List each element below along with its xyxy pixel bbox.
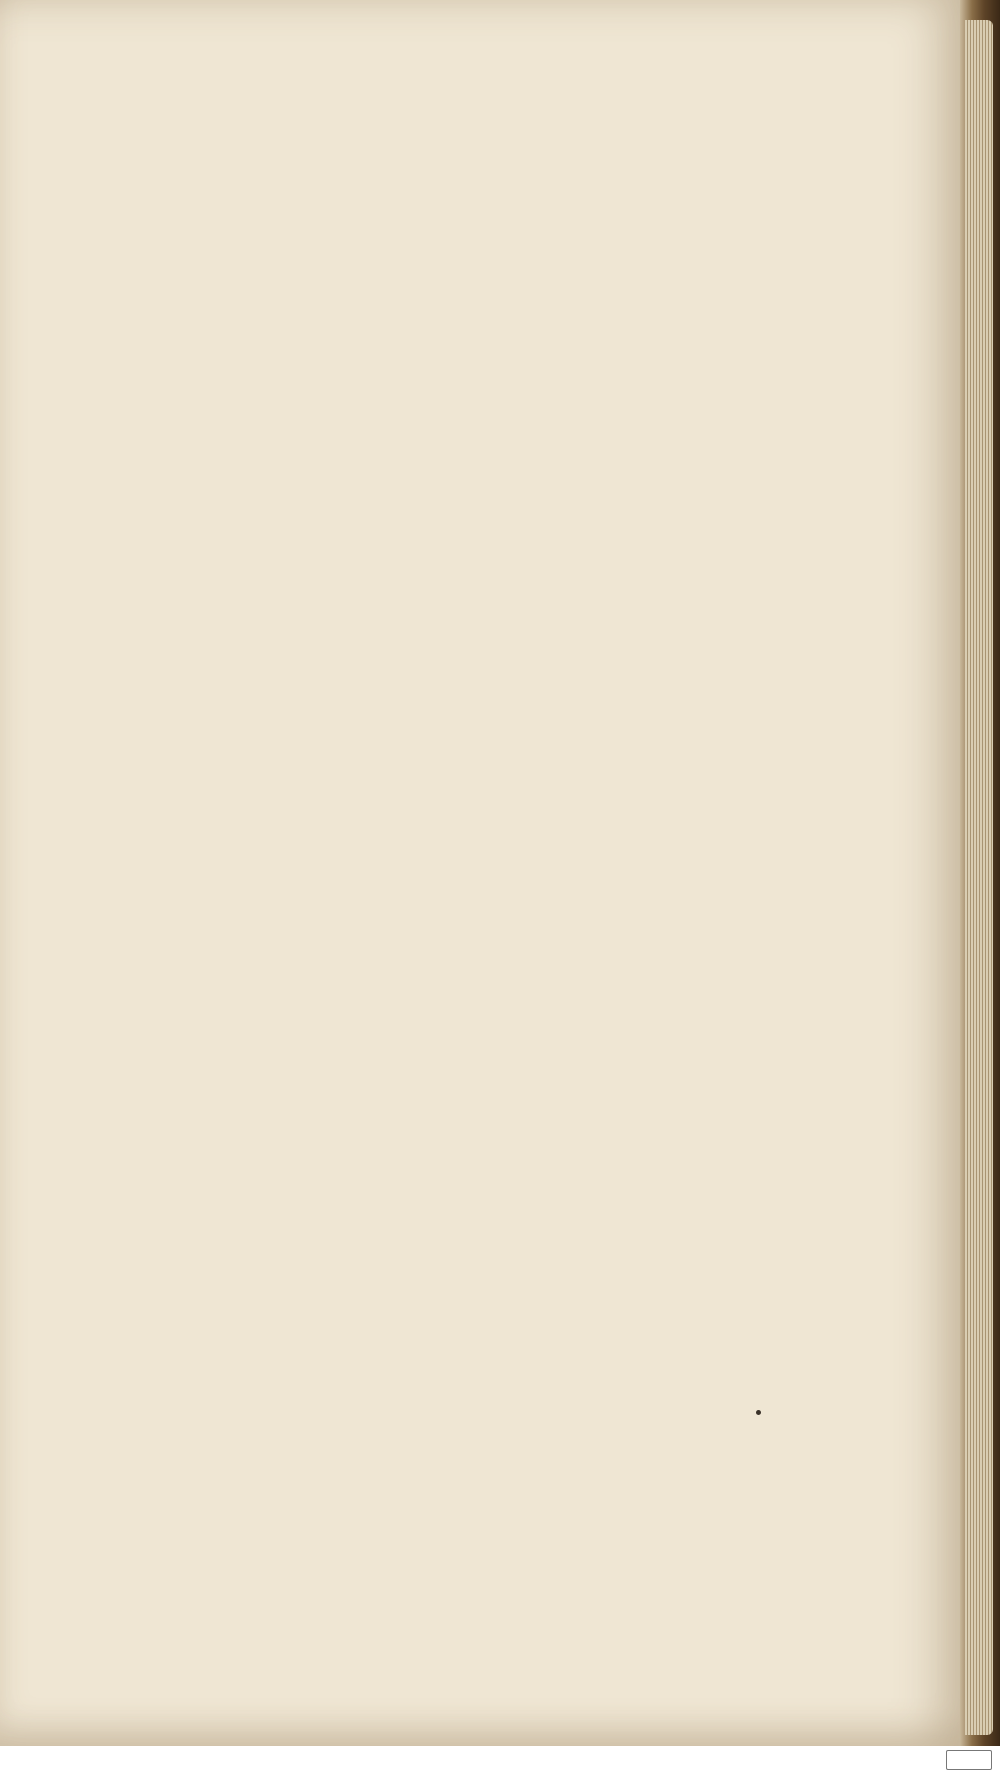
footer-bar <box>0 1746 1000 1772</box>
main-paragraph <box>84 378 766 380</box>
ink-dot <box>756 1410 761 1415</box>
page-edges <box>965 20 993 1735</box>
dfg-logo[interactable] <box>946 1750 992 1770</box>
